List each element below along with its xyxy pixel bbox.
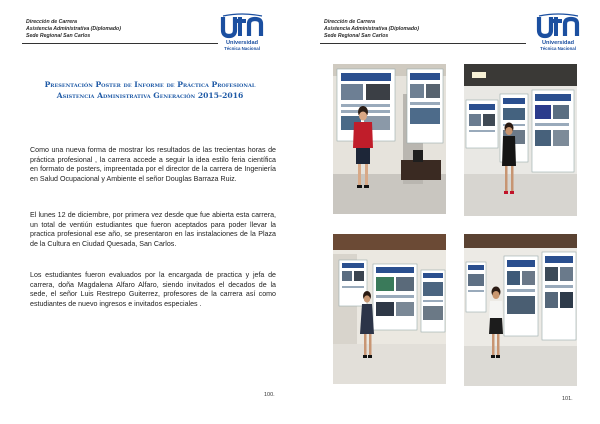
paragraph-intro: Como una nueva forma de mostrar los resultados de las trecientas horas de práctica profesional , la carrera accede a seguir la idea estilo feria científica en formato de posters, impreentada por el director de la carrera de Ingeniería en Salud Ocupacional y Ambiente el señor Douglas Barraza Ruiz. [30,146,276,183]
report-title [22,79,278,101]
header-program: Asistencia Administrativa (Diplomado) [324,26,419,32]
header-department: Dirección de Carrera [26,19,78,25]
photo-student-white-blouse [464,234,577,386]
left-header [26,19,121,40]
utn-logo-mark [534,13,582,41]
header-department: Dirección de Carrera [324,19,376,25]
utn-logo [534,13,582,53]
header-rule [320,43,526,44]
logo-name: Universidad [225,40,259,46]
photo-student-posters-wall [333,234,446,384]
logo-name: Universidad [541,40,575,46]
title-line-2: Asistencia Administrativa Generación 2015-2016 [56,91,244,100]
photo-student-black-dress [464,64,577,216]
title-line-1: Presentación Poster de Informe de Práctica Profesional [44,80,256,89]
utn-logo-mark [218,13,266,41]
page-number-right: 101. [562,396,573,402]
paragraph-evaluation: Los estudiantes fueron evaluados por la encargada de practica y jefa de carrera, doña Magdalena Alfaro Alfaro, siendo invitados el decados de la sede, el señor Luis Restrepo Guiterrez, profesores de la carrera así como estudiantes de nuevo ingresos e invitados especiales . [30,271,276,308]
header-program: Asistencia Administrativa (Diplomado) [26,26,121,32]
paragraph-event: El lunes 12 de diciembre, por primera vez desde que fue abierta esta carrera, un total de ventiún estudiantes que fueron aceptados para poder llevar la practica profesional ese año, se presentaron en las instalaciones de la Plaza de la Cultura en Ciudad Quesada, San Carlos. [30,211,276,248]
header-campus: Sede Regional San Carlos [26,33,91,39]
right-header [324,19,419,40]
logo-subname: Técnica Nacional [540,46,576,51]
header-campus: Sede Regional San Carlos [324,33,389,39]
page-number-left: 100. [264,392,275,398]
utn-logo [218,13,266,53]
logo-subname: Técnica Nacional [224,46,260,51]
header-rule [22,43,218,44]
photo-student-red-jacket [333,64,446,214]
right-page [300,0,600,424]
